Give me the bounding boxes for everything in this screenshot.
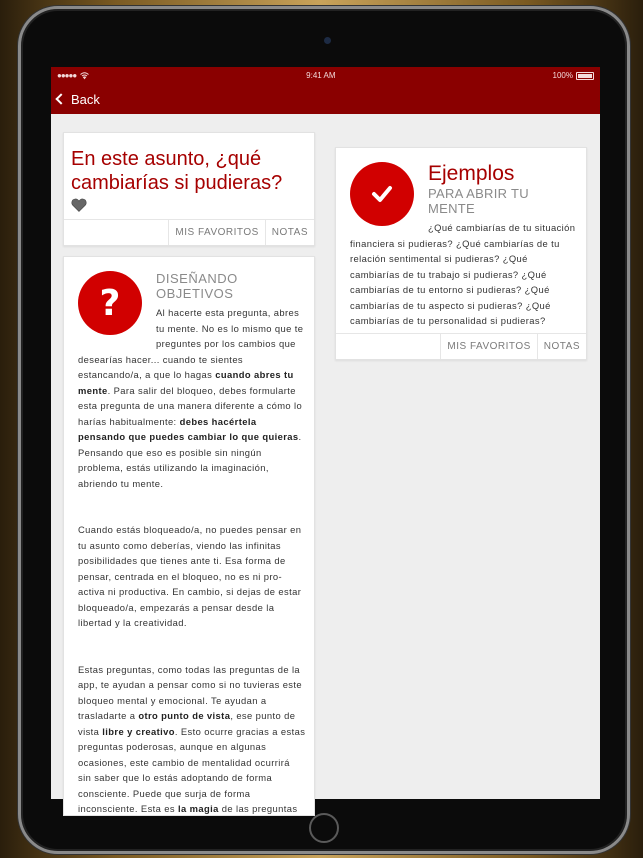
question-title: En este asunto, ¿qué cambiarías si pudieras?: [71, 148, 283, 194]
wifi-icon: [80, 72, 89, 79]
examples-actions: [336, 333, 586, 359]
examples-subtitle: PARA ABRIR TU MENTE: [428, 186, 529, 216]
examples-title: Ejemplos: [428, 162, 515, 185]
objectives-paragraph-1: Al hacerte esta pregunta, abres tu mente. No es lo mismo que te preguntes por los cambios que desearías hacer... cuando te sientes estancando/a, a que lo hagas cuando abres tu mente. Para salir del bloqueo, debes formularte esta pregunta de una manera diferente a cómo lo harías habitualmente: debes hacértela pensando que puedes cambiar lo que quieras. Pensando que eso es posible sin ningún problema, estás utilizando la imaginación, abriendo tu mente.: [78, 307, 304, 489]
objectives-card: [63, 256, 315, 816]
back-label: Back: [71, 91, 100, 107]
home-button[interactable]: [309, 813, 339, 843]
notes-button[interactable]: NOTAS: [537, 334, 586, 359]
examples-card: [335, 147, 587, 360]
signal-dots-icon: ●●●●●: [57, 71, 77, 80]
status-bar: [51, 67, 600, 84]
favorites-button[interactable]: MIS FAVORITOS: [168, 220, 264, 245]
battery-icon: [576, 72, 594, 80]
objectives-paragraph-2: Cuando estás bloqueado/a, no puedes pensar en tu asunto como deberías, viendo las infinitas posibilidades que tienes ante ti. Esa forma de pensar, centrada en el bloqueo, no es ni pro-activa ni productiva. En cambio, si dejas de estar bloqueado/a, empezarás a pensar desde la libertad y la creatividad.: [78, 524, 302, 628]
camera-icon: [324, 37, 331, 44]
signal-indicator: [57, 71, 89, 80]
question-card: [63, 132, 315, 246]
question-icon: ?: [78, 271, 142, 335]
heart-icon[interactable]: [71, 197, 87, 213]
objectives-paragraph-3: Estas preguntas, como todas las preguntas de la app, te ayudan a pensar como si no tuvieras este bloqueo mental y emocional. Te ayudan a trasladarte a otro punto de vista, ese punto de vista libre y creativo. Esto ocurre gracias a estas preguntas poderosas, aunque en algunas ocasiones, este cambio de mentalidad ocurrirá sin saber que lo estás adoptando de forma consciente. Puede que surja de forma inconsciente. Esta es la magia de las preguntas: [78, 663, 306, 814]
battery-indicator: [553, 71, 594, 80]
notes-button[interactable]: NOTAS: [265, 220, 314, 245]
nav-bar: [51, 84, 600, 114]
question-actions: [64, 219, 314, 245]
tablet-frame: [18, 6, 630, 854]
check-icon: [350, 162, 414, 226]
favorites-button[interactable]: MIS FAVORITOS: [440, 334, 536, 359]
app-screen: [51, 67, 600, 814]
battery-percent: 100%: [552, 71, 573, 80]
chevron-left-icon: [55, 93, 66, 104]
back-button[interactable]: [57, 92, 100, 107]
status-time: 9:41 AM: [306, 71, 336, 80]
examples-body: ¿Qué cambiarías de tu situación financiera si pudieras? ¿Qué cambiarías de tu relación sentimental si pudieras? ¿Qué cambiarías de tu trabajo si pudieras? ¿Qué cambiarías de tu entorno si pudieras? ¿Qué cambiarías de tu aspecto si pudieras? ¿Qué cambiarías de tu personalidad si pudieras?: [350, 222, 576, 326]
objectives-heading: DISEÑANDO OBJETIVOS: [156, 271, 238, 301]
